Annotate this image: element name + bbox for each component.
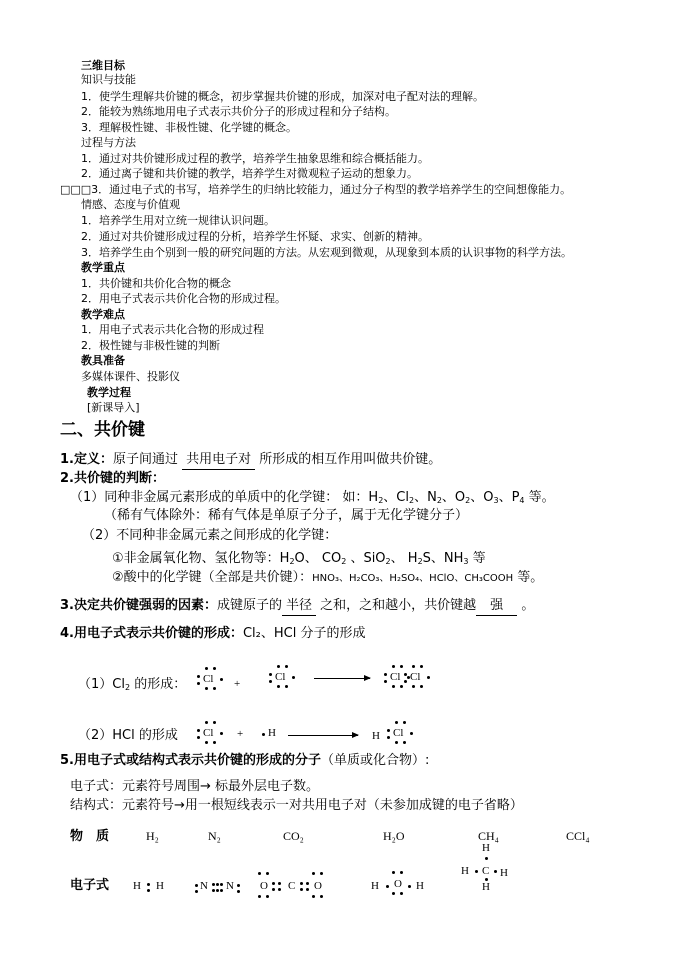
electron-dot (300, 888, 303, 891)
electron-dot (387, 729, 390, 732)
judgment-item2a: ①非金属氧化物、氢化物等：$H_2O$、 $CO_2$ 、SiO$_2$、 $H_2S$、$NH_3$ 等 (112, 551, 486, 566)
hydrogen-atom: H (268, 727, 276, 739)
molecule-name: CO₂ (283, 829, 304, 843)
electron-dot (384, 680, 387, 683)
electron-dot (400, 685, 403, 688)
materials-text: 多媒体课件、投影仪 (81, 370, 180, 383)
electron-dot (212, 883, 215, 886)
electron-dot (213, 741, 216, 744)
electron-dot (420, 685, 423, 688)
electron-dot (392, 892, 395, 895)
electron-formula-def: 电子式：元素符号周围→ 标最外层电子数。 (70, 779, 320, 794)
definition-line (60, 451, 441, 470)
chlorine-atom: Cl (203, 727, 214, 739)
judgment-item1: （1）同种非金属元素形成的单质中的化学键： 如：$H_2$、$Cl_2$、$N_2$、$O_2$、$O_3$、$P_4$ 等。 (70, 490, 555, 505)
electron-dot (269, 673, 272, 676)
hydrogen-atom: H (371, 880, 379, 892)
emotion-item: 2．通过对共价键形成过程的分析，培养学生怀疑、求实、创新的精神。 (81, 230, 429, 243)
hcl-formation-label: （2）HCl 的形成 (78, 728, 178, 743)
electron-dot (220, 732, 223, 735)
hydrogen-atom: H (482, 842, 490, 854)
electron-dot (400, 892, 403, 895)
electron-dot (278, 888, 281, 891)
electron-dot (237, 890, 240, 893)
electron-dot (272, 882, 275, 885)
chlorine-atom: Cl (410, 671, 421, 683)
electron-dot (195, 890, 198, 893)
electron-dot (306, 882, 309, 885)
materials-heading: 教具准备 (81, 354, 125, 367)
electron-dot (213, 687, 216, 690)
judgment-item1-note: （稀有气体除外：稀有气体是单原子分子，属于无化学键分子） (104, 508, 469, 523)
hydrogen-atom: H (500, 867, 508, 879)
electron-dot (147, 883, 150, 886)
formation-line (60, 625, 365, 643)
reaction-arrow (288, 735, 358, 736)
electron-dot (262, 733, 265, 736)
electron-dot (412, 685, 415, 688)
knowledge-item: 3．理解极性键、非极性键、化学键的概念。 (81, 121, 297, 134)
electron-dot (285, 665, 288, 668)
electron-dot (197, 682, 200, 685)
nitrogen-atom: N (226, 880, 234, 892)
reaction-arrow (314, 678, 370, 679)
strength-blank2: 强 (476, 597, 517, 616)
strength-pre: 成键原子的 (216, 598, 282, 613)
electron-dot (427, 676, 430, 679)
electron-dot (205, 721, 208, 724)
electron-dot (220, 883, 223, 886)
knowledge-item: 2．能较为熟练地用电子式表示共价分子的形成过程和分子结构。 (81, 105, 396, 118)
electron-dot (494, 870, 497, 873)
chlorine-atom: Cl (390, 671, 401, 683)
electron-dot (403, 721, 406, 724)
process-section-heading: 教学过程 (87, 386, 131, 399)
electron-dot (412, 665, 415, 668)
electron-dot (395, 741, 398, 744)
electron-dot (410, 732, 413, 735)
judgment-label: 2.共价键的判断： (60, 471, 165, 486)
chlorine-atom: Cl (393, 727, 404, 739)
definition-pre: 原子间通过 (112, 452, 178, 467)
row-header-substance: 物 质 (70, 829, 110, 844)
definition-blank: 共用电子对 (182, 451, 255, 470)
judgment-item2b (112, 569, 543, 588)
electron-dot (312, 872, 315, 875)
electron-dot (212, 889, 215, 892)
electron-dot (285, 685, 288, 688)
electron-dot (195, 884, 198, 887)
electron-dot (306, 888, 309, 891)
electron-dot (213, 721, 216, 724)
electron-dot (205, 667, 208, 670)
electron-dot (320, 895, 323, 898)
objectives-heading: 三维目标 (81, 59, 125, 72)
row-header-electron: 电子式 (70, 878, 110, 893)
electron-dot (220, 678, 223, 681)
electron-dot (404, 673, 407, 676)
cl2-formation-label: $(1)Cl_2$ 的形成： (78, 677, 187, 692)
electron-dot (205, 687, 208, 690)
molecules-line (60, 752, 429, 770)
difficult-point-item: 2．极性键与非极性键的判断 (81, 339, 220, 352)
judgment-item2b-formulas: HNO₃、H₂CO₃、H₂SO₄、HClO、CH₃COOH (312, 573, 514, 584)
electron-dot (277, 665, 280, 668)
section-title: 二、共价键 (60, 420, 145, 440)
judgment-item2: （2）不同种非金属元素之间形成的化学键： (82, 528, 338, 543)
electron-dot (392, 871, 395, 874)
electron-dot (147, 889, 150, 892)
molecule-name: H₂ (146, 829, 159, 843)
hydrogen-atom: H (156, 880, 164, 892)
molecule-name: CCl₄ (566, 829, 590, 843)
process-item: 1．通过对共价键形成过程的教学，培养学生抽象思维和综合概括能力。 (81, 152, 429, 165)
electron-dot (403, 741, 406, 744)
electron-dot (237, 884, 240, 887)
molecule-name: CH₄ (478, 829, 499, 843)
electron-dot (277, 685, 280, 688)
electron-dot (292, 676, 295, 679)
electron-dot (400, 665, 403, 668)
electron-dot (475, 870, 478, 873)
carbon-atom: C (482, 865, 490, 877)
electron-dot (216, 883, 219, 886)
molecules-label-suffix: （单质或化合物）: (320, 753, 430, 768)
formation-label: 4.用电子式表示共价键的形成： (60, 626, 243, 641)
formation-text: Cl₂、HCl 分子的形成 (242, 626, 366, 641)
hydrogen-atom: H (461, 865, 469, 877)
electron-dot (216, 889, 219, 892)
judgment-item2a-text: ①非金属氧化物、氢化物等：H (112, 551, 290, 566)
electron-dot (408, 885, 411, 888)
oxygen-atom: O (314, 880, 322, 892)
plus-sign: + (237, 728, 244, 740)
hydrogen-atom: H (416, 880, 424, 892)
electron-dot (392, 665, 395, 668)
difficult-point-item: 1．用电子式表示共化合物的形成过程 (81, 323, 264, 336)
process-heading: 过程与方法 (81, 136, 136, 149)
definition-post: 所形成的相互作用叫做共价键。 (259, 452, 442, 467)
process-item: 2．通过离子键和共价键的教学，培养学生对微观粒子运动的想象力。 (81, 167, 418, 180)
electron-dot (272, 888, 275, 891)
chlorine-atom: Cl (275, 671, 286, 683)
strength-line (60, 597, 534, 616)
judgment-item1-text: （1）同种非金属元素形成的单质中的化学键： 如：H (70, 490, 379, 505)
knowledge-item: 1．使学生理解共价键的概念，初步掌握共价键的形成，加深对电子配对法的理解。 (81, 90, 484, 103)
oxygen-atom: O (394, 878, 402, 890)
molecules-label: 5.用电子式或结构式表示共价键的形成的分子 (60, 753, 321, 768)
electron-dot (205, 741, 208, 744)
electron-dot (197, 675, 200, 678)
process-item: □□□3．通过电子式的书写，培养学生的归纳比较能力，通过分子构型的教学培养学生的空间想像能力。 (60, 183, 572, 196)
electron-dot (300, 882, 303, 885)
intro-label: [新课导入] (87, 401, 140, 414)
electron-dot (220, 889, 223, 892)
electron-dot (387, 736, 390, 739)
electron-dot (395, 721, 398, 724)
strength-label: 3.决定共价键强弱的因素： (60, 598, 217, 613)
electron-dot (266, 872, 269, 875)
electron-dot (384, 673, 387, 676)
judgment-item2b-post: 等。 (513, 570, 544, 585)
electron-dot (312, 895, 315, 898)
hydrogen-atom: H (372, 730, 380, 742)
plus-sign: + (234, 678, 241, 690)
emotion-item: 3．培养学生由个别到一般的研究问题的方法。从宏观到微观，从现象到本质的认识事物的科学方法。 (81, 246, 572, 259)
strength-post: 。 (521, 598, 535, 613)
knowledge-heading: 知识与技能 (81, 73, 136, 86)
electron-dot (197, 736, 200, 739)
carbon-atom: C (288, 880, 296, 892)
electron-dot (485, 857, 488, 860)
electron-dot (320, 872, 323, 875)
chlorine-atom: Cl (203, 673, 214, 685)
molecule-name: N₂ (208, 829, 221, 843)
strength-mid: 之和，之和越小，共价键越 (320, 598, 477, 613)
nitrogen-atom: N (200, 880, 208, 892)
electron-dot (386, 885, 389, 888)
hydrogen-atom: H (133, 880, 141, 892)
electron-dot (392, 685, 395, 688)
electron-dot (258, 895, 261, 898)
electron-dot (197, 729, 200, 732)
electron-dot (400, 871, 403, 874)
molecule-name: H₂O (383, 829, 405, 843)
definition-label: 1.定义： (60, 452, 113, 467)
key-point-item: 2．用电子式表示共价化合物的形成过程。 (81, 292, 286, 305)
hydrogen-atom: H (482, 881, 490, 893)
oxygen-atom: O (260, 880, 268, 892)
electron-dot (404, 680, 407, 683)
structural-formula-def: 结构式：元素符号→用一根短线表示一对共用电子对（未参加成键的电子省略） (70, 798, 523, 813)
key-point-item: 1．共价键和共价化合物的概念 (81, 277, 231, 290)
electron-dot (420, 665, 423, 668)
judgment-item2b-text: ②酸中的化学键（全部是共价键）： (112, 570, 313, 585)
electron-dot (269, 680, 272, 683)
electron-dot (266, 895, 269, 898)
emotion-item: 1．培养学生用对立统一规律认识问题。 (81, 214, 275, 227)
difficult-points-heading: 教学难点 (81, 308, 125, 321)
electron-dot (258, 872, 261, 875)
electron-dot (213, 667, 216, 670)
emotion-heading: 情感、态度与价值观 (81, 198, 180, 211)
electron-dot (278, 882, 281, 885)
strength-blank1: 半径 (282, 597, 316, 616)
key-points-heading: 教学重点 (81, 261, 125, 274)
